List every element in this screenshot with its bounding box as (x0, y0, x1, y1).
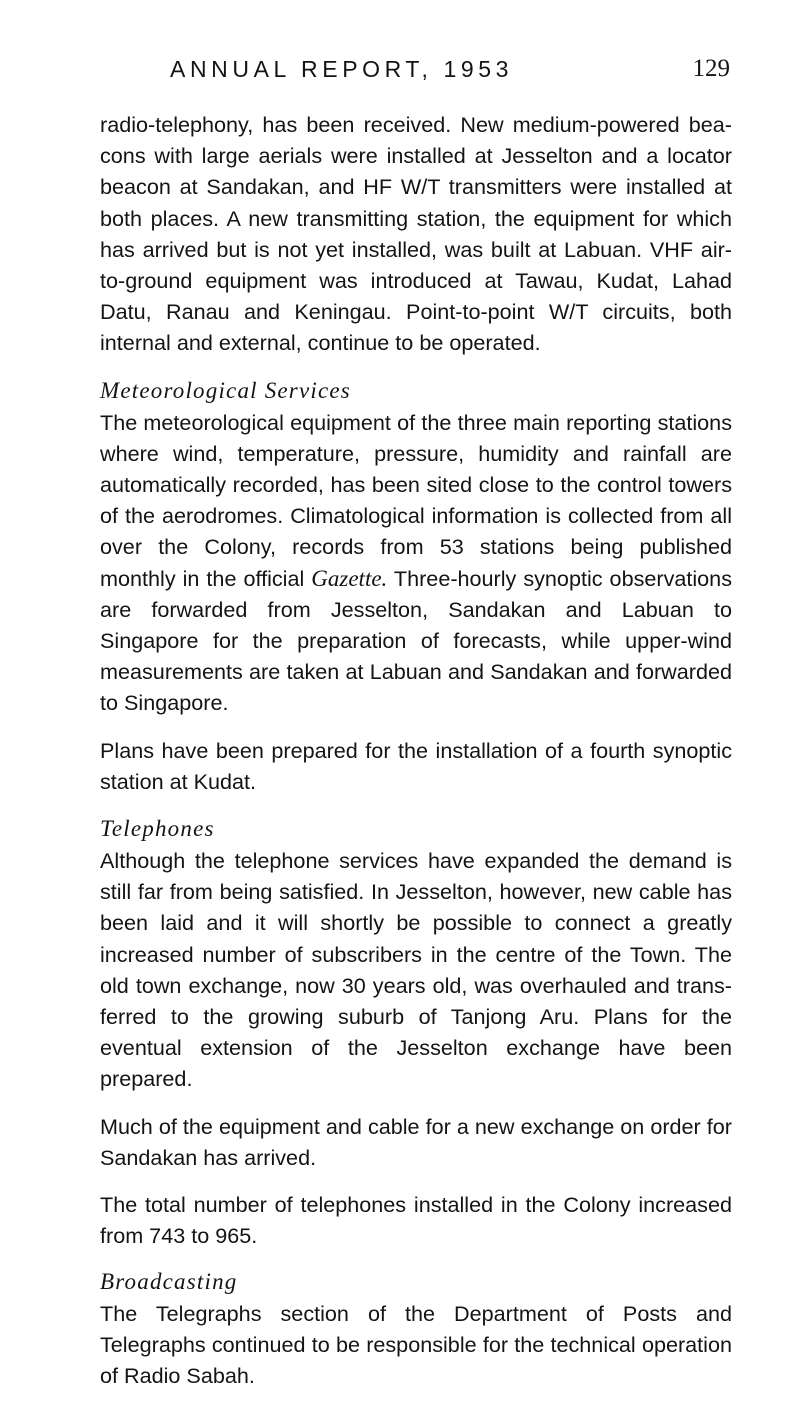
paragraph-synoptic-station-plans: Plans have been prepared for the installation of a fourth synoptic station at Kudat. (100, 737, 732, 794)
page-number: 129 (692, 55, 730, 82)
paragraph-sandakan-exchange: Much of the equipment and cable for a new exchange on order for Sandakan has arrived. (100, 1113, 732, 1170)
paragraph-telephone-services: Although the telephone services have expanded the demand is still far from being satisfied. In Jesselton, however, new cable has been laid and it will shortly be possible to connect a greatly increased number of subscribers in the centre of the Town. The old town exchange, now 30 years old, was overhauled and transferred to the growing suburb of Tanjong Aru. Plans for the eventual extension of the Jesselton exchange have been prepared. (100, 848, 732, 1092)
paragraph-telephone-count: The total number of telephones installed in the Colony increased from 743 to 965. (100, 1192, 732, 1249)
heading-telephones: Telephones (100, 816, 215, 842)
paragraph-radio-sabah: The Telegraphs section of the Department of Posts and Telegraphs continued to be responsible for the technical operation of Radio Sabah. (100, 1300, 732, 1388)
running-header (170, 56, 730, 96)
heading-broadcasting: Broadcasting (100, 1268, 238, 1294)
text-segment: Three-hourly synoptic observations are forwarded from Jesselton, Sandakan and Labuan to Singapore for the preparation of forecasts, while upper-wind measurements are taken at Labuan and Sandakan and forwarded to Singapore. (100, 565, 732, 716)
text-segment: The meteorological equipment of the three main reporting stations where wind, temperature, pressure, humidity and rainfall are automatically recorded, has been sited close to the control towers of the aerodromes. Climatological information is collected from all over the Colony, records from 53 stations being published monthly in the official (100, 409, 732, 591)
paragraph-radio-telephony: radio-telephony, has been received. New medium-powered beacons with large aerials were installed at Jesselton and a locator beacon at Sandakan, and HF W/T transmitters were installed at both places. A new transmitting station, the equipment for which has arrived but is not yet installed, was built at Labuan. VHF air-to-ground equipment was introduced at Tawau, Kudat, Lahad Datu, Ranau and Keningau. Point-to-point W/T circuits, both internal and external, continue to be operated. (100, 112, 732, 356)
heading-meteorological-services: Meteorological Services (100, 377, 351, 403)
gazette-italic: Gazette. (311, 565, 388, 591)
running-title: ANNUAL REPORT, 1953 (170, 56, 514, 82)
paragraph-meteorological-equipment (100, 407, 732, 719)
body-text (100, 109, 732, 1407)
